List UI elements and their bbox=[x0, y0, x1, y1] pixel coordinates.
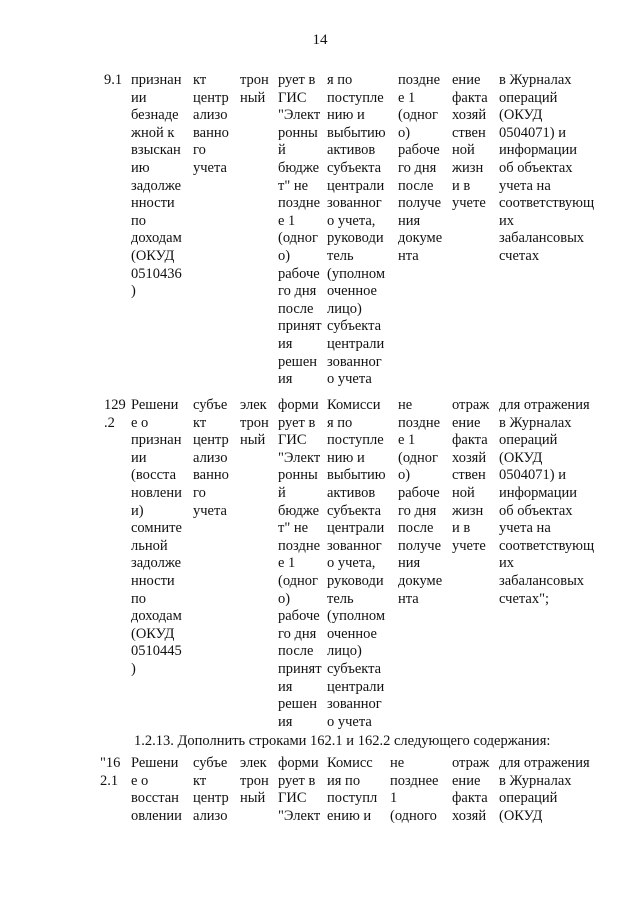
cell-number: 9.1 bbox=[104, 72, 123, 88]
cell-document: Решени е о восстан овлении bbox=[131, 755, 182, 824]
cell-action: форми рует в ГИС "Элект bbox=[278, 755, 321, 824]
cell-deadline: поздне е 1 (одног о) рабоче го дня после получе ния докуме нта bbox=[398, 72, 443, 264]
cell-signer: я по поступле нию и выбытию активов субъекта централи зованног о учета, руководи тель (уполном оченное лицо) субъекта централи зованног о учета bbox=[327, 72, 386, 388]
cell-author: субъе кт центр ализо bbox=[193, 755, 229, 824]
page-number: 14 bbox=[312, 32, 328, 48]
cell-purpose: ение факта хозяй ствен ной жизн и в учете bbox=[452, 72, 488, 212]
amendment-paragraph: 1.2.13. Дополнить строками 162.1 и 162.2 следующего содержания: bbox=[134, 733, 551, 749]
cell-result: для отражения в Журналах операций (ОКУД bbox=[499, 755, 590, 824]
cell-signer: Комисси я по поступле нию и выбытию активов субъекта централи зованног о учета, руководи тель (уполном оченное лицо) субъекта централи зованног о учета bbox=[327, 397, 386, 730]
cell-deadline: не позднее 1 (одного bbox=[390, 755, 439, 824]
cell-signer: Комисс ия по поступл ению и bbox=[327, 755, 378, 824]
cell-action: форми рует в ГИС "Элект ронны й бюдже т" не поздне е 1 (одног о) рабоче го дня после принят ия решен ия bbox=[278, 397, 322, 730]
cell-result: в Журналах операций (ОКУД 0504071) и информации об объектах учета на соответствующ их забалансовых счетах bbox=[499, 72, 595, 264]
cell-document: признан ии безнаде жной к взыскан ию задолже нности по доходам (ОКУД 0510436 ) bbox=[131, 72, 182, 300]
cell-action: рует в ГИС "Элект ронны й бюдже т" не поздне е 1 (одног о) рабоче го дня после принят ия решен ия bbox=[278, 72, 322, 388]
cell-author: субъе кт центр ализо ванно го учета bbox=[193, 397, 229, 519]
cell-result: для отражения в Журналах операций (ОКУД 0504071) и информации об объектах учета на соответствующ их забалансовых счетах"; bbox=[499, 397, 595, 607]
cell-document: Решени е о признан ии (восста новлени и) сомните льной задолже нности по доходам (ОКУД 0510445 ) bbox=[131, 397, 182, 677]
cell-form: трон ный bbox=[240, 72, 269, 106]
cell-deadline: не поздне е 1 (одног о) рабоче го дня после получе ния докуме нта bbox=[398, 397, 443, 607]
cell-purpose: отраж ение факта хозяй ствен ной жизн и в учете bbox=[452, 397, 490, 554]
cell-number: 129 .2 bbox=[104, 397, 126, 431]
cell-number: "16 2.1 bbox=[100, 755, 121, 789]
cell-purpose: отраж ение факта хозяй bbox=[452, 755, 490, 824]
cell-form: элек трон ный bbox=[240, 755, 269, 807]
cell-author: кт центр ализо ванно го учета bbox=[193, 72, 229, 176]
cell-form: элек трон ный bbox=[240, 397, 269, 449]
